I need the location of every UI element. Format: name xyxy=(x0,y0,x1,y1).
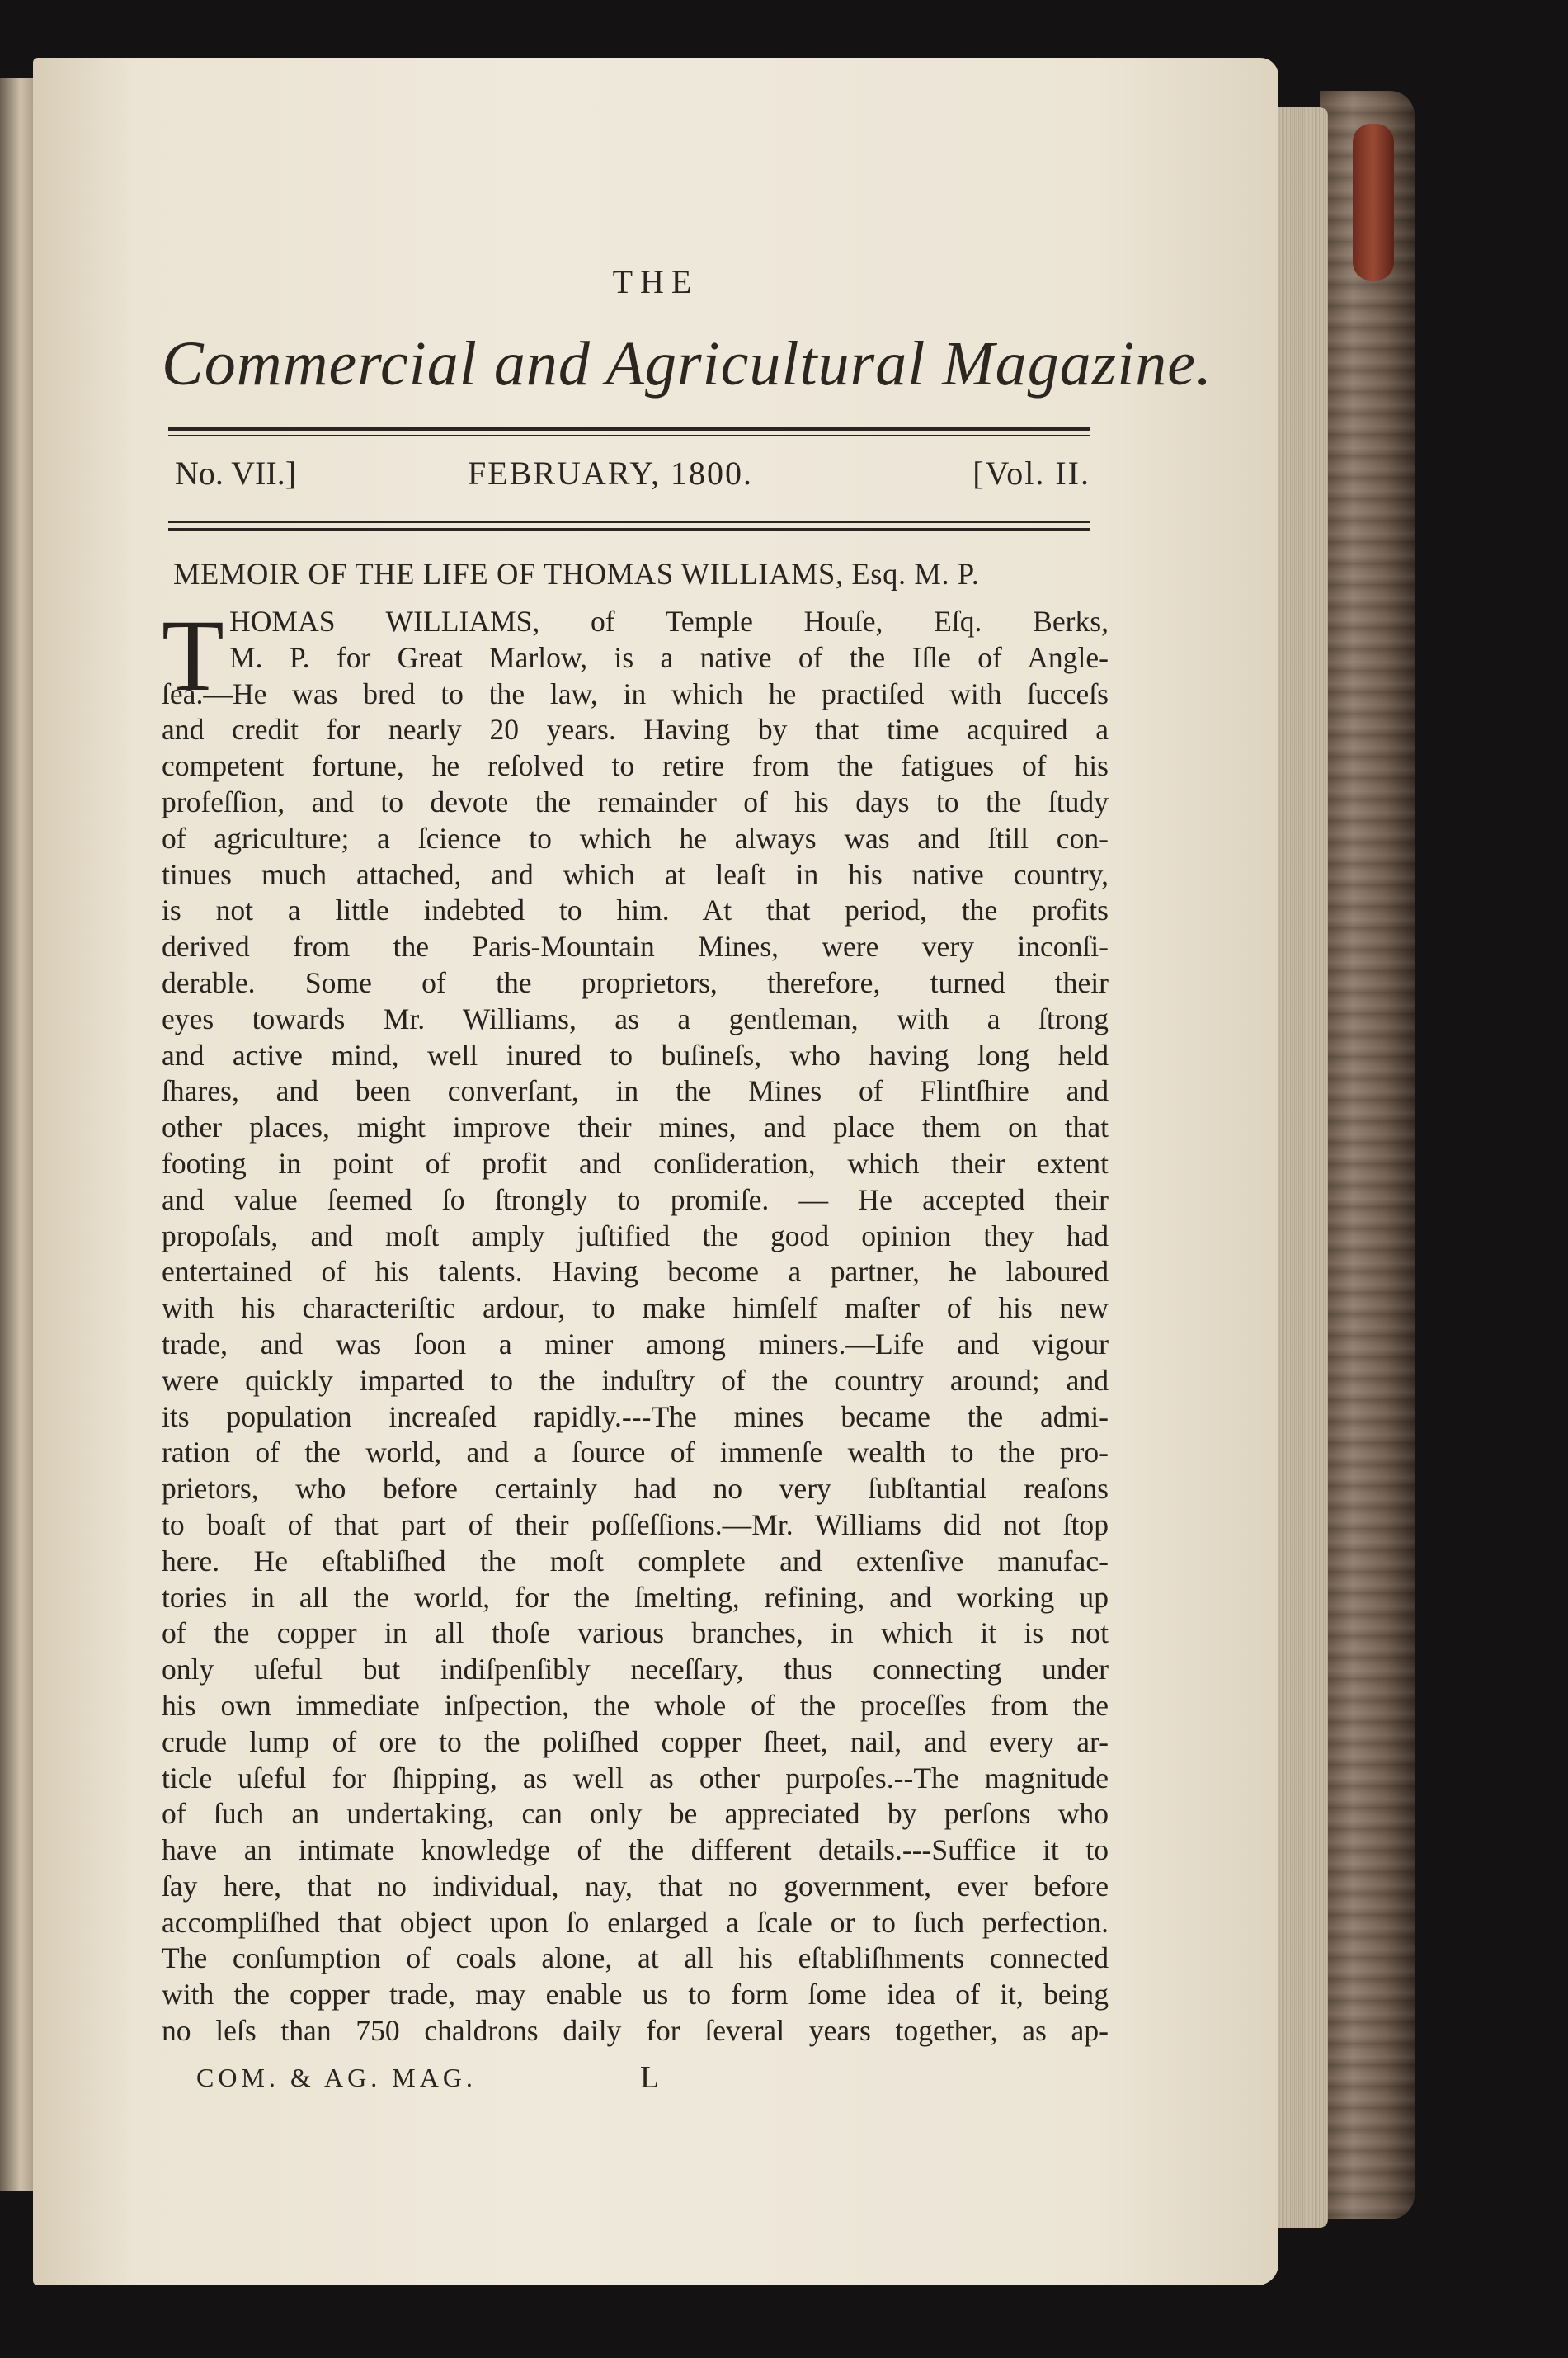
footer-signature-mark: L xyxy=(640,2060,660,2095)
text-line: accompliſhed that object upon ſo enlarged a ſcale or to ſuch perfection. xyxy=(162,1905,1109,1939)
text-line: with the copper trade, may enable us to form ſome idea of it, being xyxy=(162,1978,1109,2011)
left-page-edge xyxy=(0,78,37,2191)
text-line: derived from the Paris-Mountain Mines, were very inconſi- xyxy=(162,930,1109,964)
text-line: profeſſion, and to devote the remainder of his days to the ſtudy xyxy=(162,785,1109,818)
text-line: of agriculture; a ſcience to which he always was and ſtill con- xyxy=(162,821,1109,855)
text-line: only uſeful but indiſpenſibly neceſſary, thus connecting under xyxy=(162,1653,1109,1686)
page-fore-edge xyxy=(1270,107,1328,2228)
text-line: entertained of his talents. Having become a partner, he laboured xyxy=(162,1255,1109,1289)
masthead-rule-thick xyxy=(168,427,1090,431)
text-line: and value ſeemed ſo ſtrongly to promiſe. — He accepted their xyxy=(162,1182,1109,1216)
text-line: ſea.—He was bred to the law, in which he practiſed with ſucceſs xyxy=(162,677,1109,710)
text-line: no leſs than 750 chaldrons daily for ſeveral years together, as ap- xyxy=(162,2014,1109,2048)
leather-spine-patch xyxy=(1353,124,1394,281)
text-line: its population increaſed rapidly.---The mines became the admi- xyxy=(162,1399,1109,1433)
text-line: competent fortune, he reſolved to retire from the fatigues of his xyxy=(162,749,1109,783)
text-line: HOMAS WILLIAMS, of Temple Houſe, Eſq. Berks, xyxy=(229,605,1109,638)
magazine-title: Commercial and Agricultural Magazine. xyxy=(162,329,1213,399)
text-line: prietors, who before certainly had no very ſubſtantial reaſons xyxy=(162,1472,1109,1506)
text-line: is not a little indebted to him. At that period, the profits xyxy=(162,894,1109,927)
masthead-rule-thin xyxy=(168,435,1090,436)
issue-volume: [Vol. II. xyxy=(972,455,1090,492)
text-line: eyes towards Mr. Williams, as a gentleman, with a ſtrong xyxy=(162,1002,1109,1035)
text-line: tinues much attached, and which at leaſt in his native country, xyxy=(162,857,1109,891)
masthead-the: THE xyxy=(612,263,699,300)
text-line: footing in point of profit and conſideration, which their extent xyxy=(162,1146,1109,1180)
text-line: derable. Some of the proprietors, therefore, turned their xyxy=(162,965,1109,999)
text-line: tories in all the world, for the ſmelting, refining, and working up xyxy=(162,1580,1109,1614)
text-line: ration of the world, and a ſource of immenſe wealth to the pro- xyxy=(162,1436,1109,1469)
text-line: crude lump of ore to the poliſhed copper ſheet, nail, and every ar- xyxy=(162,1724,1109,1758)
text-line: with his characteriſtic ardour, to make himſelf maſter of his new xyxy=(162,1291,1109,1325)
text-line: ſhares, and been converſant, in the Mines of Flintſhire and xyxy=(162,1074,1109,1108)
text-line: ſay here, that no individual, nay, that no government, ever before xyxy=(162,1869,1109,1903)
text-line: M. P. for Great Marlow, is a native of the Iſle of Angle- xyxy=(229,640,1109,674)
text-line: and credit for nearly 20 years. Having by that time acquired a xyxy=(162,713,1109,747)
issue-rule-thick xyxy=(168,528,1090,531)
text-line: and active mind, well inured to buſineſs, who having long held xyxy=(162,1038,1109,1072)
issue-date: FEBRUARY, 1800. xyxy=(468,455,754,492)
text-line: have an intimate knowledge of the different details.---Suffice it to xyxy=(162,1833,1109,1867)
article-body xyxy=(162,599,1109,2049)
article-title: MEMOIR OF THE LIFE OF THOMAS WILLIAMS, Esq. M. P. xyxy=(173,557,980,591)
drop-cap: T xyxy=(162,599,224,712)
text-line: of the copper in all thoſe various branches, in which it is not xyxy=(162,1616,1109,1650)
issue-info xyxy=(175,454,1090,503)
text-line: here. He eſtabliſhed the moſt complete and extenſive manufac- xyxy=(162,1544,1109,1578)
text-line: propoſals, and moſt amply juſtified the good opinion they had xyxy=(162,1219,1109,1252)
issue-rule-thin xyxy=(168,521,1090,523)
book-cover-edge xyxy=(1320,91,1415,2219)
text-line: were quickly imparted to the induſtry of the country around; and xyxy=(162,1363,1109,1397)
text-line: other places, might improve their mines, and place them on that xyxy=(162,1111,1109,1144)
text-line: The conſumption of coals alone, at all his eſtabliſhments connected xyxy=(162,1941,1109,1975)
text-line: trade, and was ſoon a miner among miners.—Life and vigour xyxy=(162,1327,1109,1361)
footer-signature: COM. & AG. MAG. xyxy=(196,2063,477,2092)
text-line: to boaſt of that part of their poſſeſſions.—Mr. Williams did not ſtop xyxy=(162,1507,1109,1541)
text-line: his own immediate inſpection, the whole of the proceſſes from the xyxy=(162,1688,1109,1722)
text-line: ticle uſeful for ſhipping, as well as other purpoſes.--The magnitude xyxy=(162,1761,1109,1794)
issue-number: No. VII.] xyxy=(175,455,297,492)
text-line: of ſuch an undertaking, can only be appreciated by perſons who xyxy=(162,1797,1109,1831)
